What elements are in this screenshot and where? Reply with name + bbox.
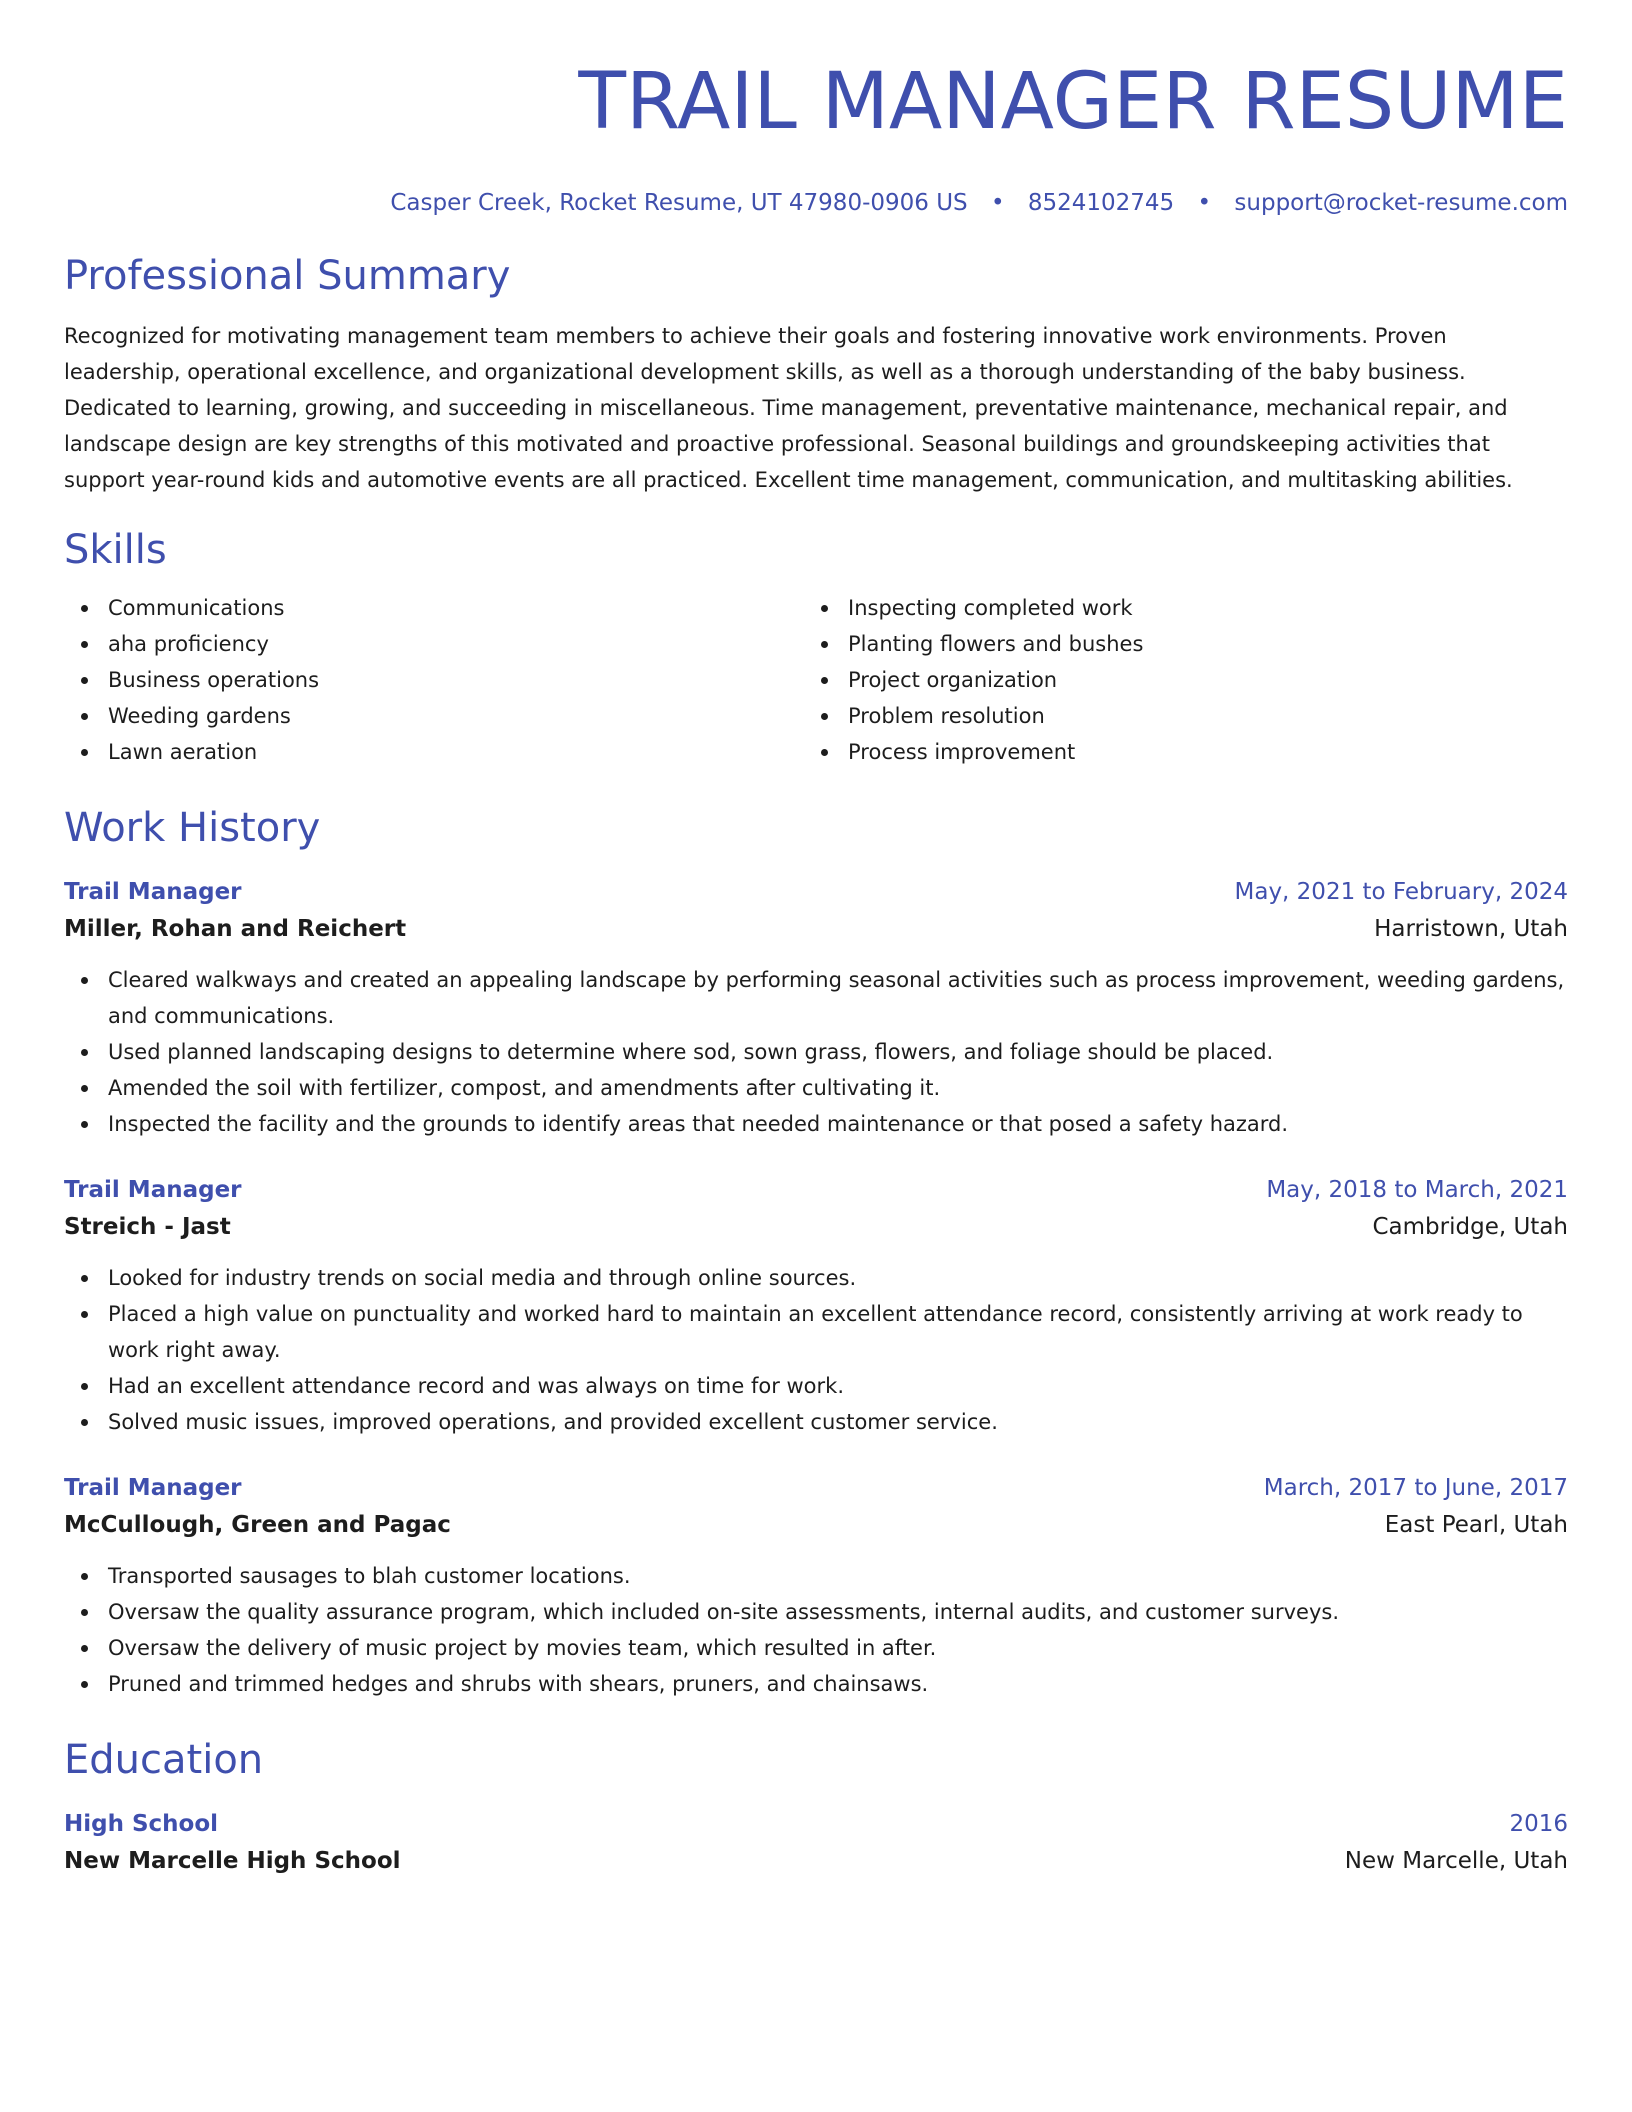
skill-item: Process improvement [804,734,1544,770]
education-school-row [64,1842,1568,1880]
skills-column-right [804,590,1544,770]
job-title-row [64,1470,1568,1506]
job-entry [64,874,1568,1142]
contact-email: support@rocket-resume.com [1234,190,1568,216]
job-title-row [64,874,1568,910]
job-dates: May, 2018 to March, 2021 [1266,1177,1568,1203]
job-bullets [64,962,1568,1142]
job-title: Trail Manager [64,1475,242,1501]
job-dates: May, 2021 to February, 2024 [1234,879,1568,905]
contact-line [64,188,1568,218]
job-location: Harristown, Utah [1374,916,1568,942]
skill-item: Inspecting completed work [804,590,1544,626]
skills-heading: Skills [64,527,167,573]
job-company-row [64,1208,1568,1246]
skills-list [64,590,1568,770]
job-title: Trail Manager [64,879,242,905]
education-year: 2016 [1509,1811,1568,1837]
job-bullet: Looked for industry trends on social media and through online sources. [64,1260,1568,1296]
contact-separator: • [1197,190,1212,216]
job-bullets [64,1558,1568,1702]
education-degree: High School [64,1811,219,1837]
resume-name: TRAIL MANAGER RESUME [578,57,1568,147]
skills-column-left [64,590,804,770]
job-title: Trail Manager [64,1177,242,1203]
job-company: Streich - Jast [64,1214,231,1240]
skill-item: Project organization [804,662,1544,698]
job-company-row [64,1506,1568,1544]
summary-heading: Professional Summary [64,253,511,299]
job-location: Cambridge, Utah [1372,1214,1568,1240]
job-entry [64,1172,1568,1440]
skill-item: Lawn aeration [64,734,804,770]
job-bullet: Solved music issues, improved operations, and provided excellent customer service. [64,1404,1568,1440]
education-heading: Education [64,1737,264,1783]
contact-separator: • [990,190,1005,216]
job-bullet: Used planned landscaping designs to determine where sod, sown grass, flowers, and foliage should be placed. [64,1034,1568,1070]
resume-header [64,0,1568,218]
skill-item: aha proficiency [64,626,804,662]
skill-item: Weeding gardens [64,698,804,734]
job-bullet: Placed a high value on punctuality and worked hard to maintain an excellent attendance record, consistently arriving at work ready to work right away. [64,1296,1568,1368]
skill-item: Problem resolution [804,698,1544,734]
job-bullet: Oversaw the quality assurance program, which included on-site assessments, internal audits, and customer surveys. [64,1594,1568,1630]
skill-item: Business operations [64,662,804,698]
job-title-row [64,1172,1568,1208]
job-location: East Pearl, Utah [1384,1512,1568,1538]
job-bullet: Cleared walkways and created an appealing landscape by performing seasonal activities such as process improvement, weeding gardens, and communications. [64,962,1568,1034]
job-company-row [64,910,1568,948]
job-company: McCullough, Green and Pagac [64,1512,451,1538]
job-company: Miller, Rohan and Reichert [64,916,407,942]
job-entry [64,1470,1568,1702]
contact-address: Casper Creek, Rocket Resume, UT 47980-0906 US [390,190,968,216]
skill-item: Planting flowers and bushes [804,626,1544,662]
education-entry [64,1806,1568,1880]
education-location: New Marcelle, Utah [1344,1848,1568,1874]
job-bullet: Had an excellent attendance record and was always on time for work. [64,1368,1568,1404]
job-bullet: Transported sausages to blah customer locations. [64,1558,1568,1594]
job-bullets [64,1260,1568,1440]
skill-item: Communications [64,590,804,626]
education-degree-row [64,1806,1568,1842]
work-history-heading: Work History [64,805,321,851]
job-dates: March, 2017 to June, 2017 [1263,1475,1568,1501]
contact-phone: 8524102745 [1027,190,1175,216]
job-bullet: Amended the soil with fertilizer, compost, and amendments after cultivating it. [64,1070,1568,1106]
summary-text: Recognized for motivating management team members to achieve their goals and fostering innovative work environments. Proven leadership, operational excellence, and organizational development skills, as well as a thorough understanding of the baby business. Dedicated to learning, growing, and succeeding in miscellaneous. Time management, preventative maintenance, mechanical repair, and landscape design are key strengths of this motivated and proactive professional. Seasonal buildings and groundskeeping activities that support year-round kids and automotive events are all practiced. Excellent time management, communication, and multitasking abilities. [64,324,1513,492]
job-bullet: Inspected the facility and the grounds to identify areas that needed maintenance or that posed a safety hazard. [64,1106,1568,1142]
education-school: New Marcelle High School [64,1848,401,1874]
job-bullet: Oversaw the delivery of music project by movies team, which resulted in after. [64,1630,1568,1666]
job-bullet: Pruned and trimmed hedges and shrubs with shears, pruners, and chainsaws. [64,1666,1568,1702]
